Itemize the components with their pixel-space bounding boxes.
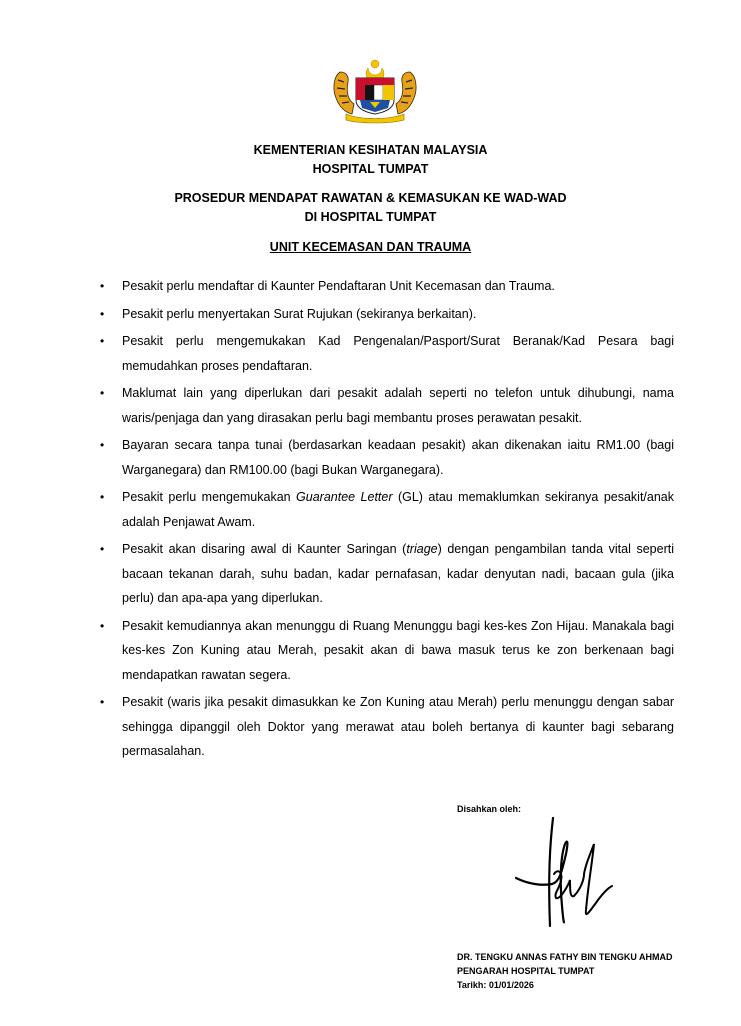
item-text: Pesakit perlu menyertakan Surat Rujukan (sekiranya berkaitan). [122, 306, 477, 321]
organization-header [0, 141, 741, 179]
bullet-icon: • [100, 334, 105, 348]
list-item [94, 485, 674, 534]
item-emphasis: triage [406, 542, 438, 556]
unit-heading [0, 238, 741, 257]
item-text-continued: (GL) atau memaklumkan sekiranya pesakit/anak adalah Penjawat Awam. [122, 490, 674, 529]
bullet-icon: • [100, 542, 105, 556]
item-text: Pesakit kemudiannya akan menunggu di Ruang Menunggu bagi kes-kes Zon Hijau. Manakala bagi kes-kes Zon Kuning atau Merah, pesakit akan di bawa masuk terus ke zon berkenaan bagi mendapatkan rawatan segera. [122, 618, 674, 682]
item-text-continued: ) dengan pengambilan tanda vital seperti bacaan tekanan darah, suhu badan, kadar pernafasan, kadar denyutan nadi, bacaan gula (jika perlu) dan apa-apa yang diperlukan. [122, 542, 674, 605]
bullet-icon: • [100, 386, 105, 400]
item-text: Pesakit (waris jika pesakit dimasukkan ke Zon Kuning atau Merah) perlu menunggu dengan sabar sehingga dipanggil oleh Doktor yang merawat atau boleh bertanya di kaunter bagi sebarang permasalahan. [122, 695, 674, 758]
item-text: Pesakit perlu mengemukakan Kad Pengenalan/Pasport/Surat Beranak/Kad Pesara bagi memudahkan proses pendaftaran. [122, 334, 674, 373]
list-item [94, 274, 674, 299]
title-line-2: DI HOSPITAL TUMPAT [304, 210, 437, 224]
document-title [0, 189, 741, 227]
title-line-1: PROSEDUR MENDAPAT RAWATAN & KEMASUKAN KE WAD-WAD [174, 191, 567, 205]
hospital-name: HOSPITAL TUMPAT [312, 162, 429, 176]
list-item [94, 329, 674, 378]
list-item [94, 537, 674, 611]
bullet-icon: • [100, 618, 105, 633]
signatory-position: PENGARAH HOSPITAL TUMPAT [457, 966, 595, 976]
signatory-block [457, 950, 673, 992]
item-emphasis: Guarantee Letter [296, 490, 393, 504]
list-item [94, 614, 674, 688]
item-text: Pesakit perlu mendaftar di Kaunter Pendaftaran Unit Kecemasan dan Trauma. [122, 279, 555, 293]
bullet-icon: • [100, 490, 105, 504]
list-item [94, 381, 674, 430]
list-item [94, 302, 674, 327]
item-text: Pesakit akan disaring awal di Kaunter Saringan ( [122, 542, 407, 556]
unit-name: UNIT KECEMASAN DAN TRAUMA [269, 240, 472, 254]
signature-image [508, 814, 618, 932]
ministry-name: KEMENTERIAN KESIHATAN MALAYSIA [253, 143, 488, 157]
procedure-list [94, 274, 674, 767]
list-item [94, 433, 674, 482]
bullet-icon: • [100, 279, 105, 293]
malaysia-coat-of-arms-icon [330, 58, 420, 124]
list-item [94, 690, 674, 764]
item-text: Bayaran secara tanpa tunai (berdasarkan keadaan pesakit) akan dikenakan iaitu RM1.00 (bagi Warganegara) dan RM100.00 (bagi Bukan Warganegara). [122, 438, 674, 477]
item-text: Pesakit perlu mengemukakan [122, 490, 297, 504]
item-text: Maklumat lain yang diperlukan dari pesakit adalah seperti no telefon untuk dihubungi, nama waris/penjaga dan yang dirasakan perlu bagi membantu proses perawatan pesakit. [122, 386, 674, 425]
signatory-name: DR. TENGKU ANNAS FATHY BIN TENGKU AHMAD [457, 952, 673, 962]
bullet-icon: • [100, 306, 105, 321]
document-date: Tarikh: 01/01/2026 [457, 980, 534, 990]
bullet-icon: • [100, 438, 105, 452]
approval-label: Disahkan oleh: [457, 804, 522, 814]
bullet-icon: • [100, 695, 105, 709]
